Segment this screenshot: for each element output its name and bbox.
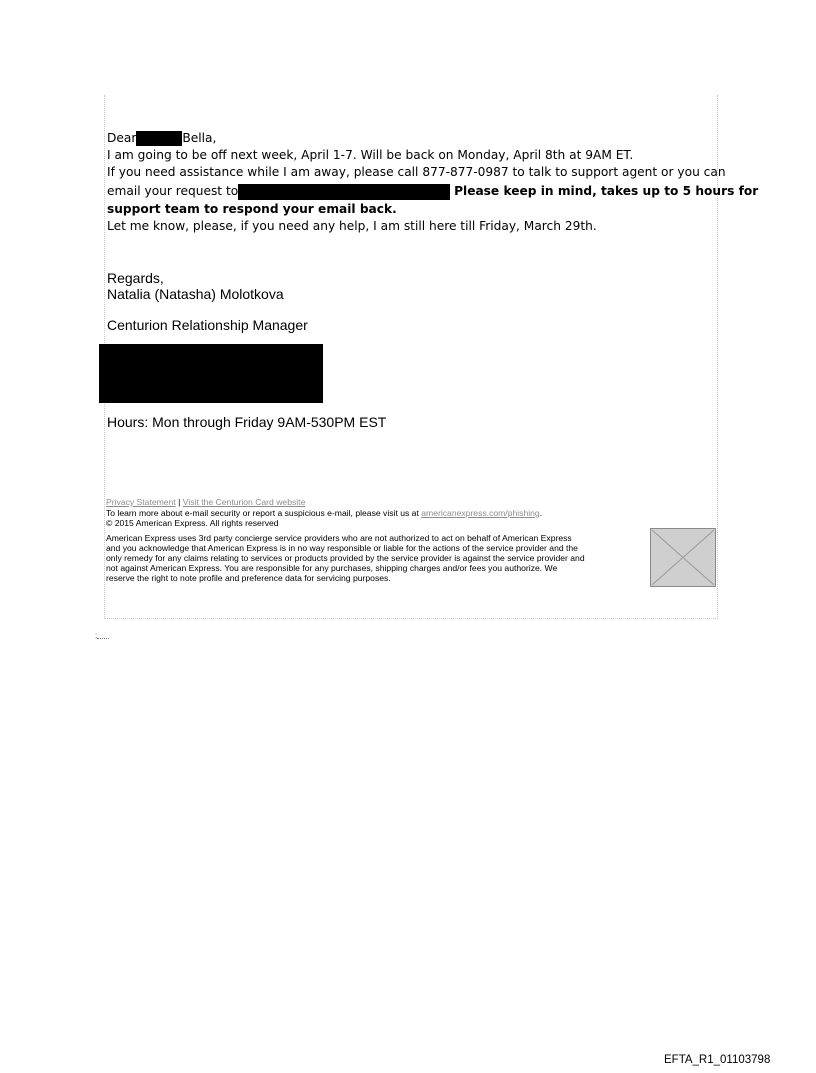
privacy-statement-link[interactable]: Privacy Statement — [106, 497, 176, 507]
body-line-3-pre: email your request to — [107, 184, 239, 198]
security-notice-end: . — [539, 508, 543, 518]
stray-mark: : — [95, 631, 98, 640]
footer-links — [106, 497, 305, 507]
disclaimer-line: American Express uses 3rd party concierge service providers who are not authorized to act on behalf of American Express — [106, 533, 572, 543]
greeting-post: Bella, — [182, 131, 217, 145]
signature-hours: Hours: Mon through Friday 9AM-530PM EST — [107, 414, 387, 430]
body-line-1: I am going to be off next week, April 1-7. Will be back on Monday, April 8th at 9AM ET. — [107, 148, 634, 162]
body-line-5: Let me know, please, if you need any help, I am still here till Friday, March 29th. — [107, 219, 597, 233]
disclaimer-line: reserve the right to note profile and preference data for servicing purposes. — [106, 573, 391, 583]
disclaimer-line: not against American Express. You are responsible for any purchases, shipping charges and/or fees you authorize. We — [106, 563, 558, 573]
document-id: EFTA_R1_01103798 — [664, 1054, 771, 1066]
body-line-2: If you need assistance while I am away, please call 877-877-0987 to talk to support agent or you can — [107, 165, 726, 179]
body-line-3 — [107, 183, 758, 200]
security-notice — [106, 508, 542, 518]
disclaimer-line: only remedy for any claims relating to services or products provided by the service provider is against the service provider and — [106, 553, 585, 563]
centurion-website-link[interactable]: Visit the Centurion Card website — [182, 497, 306, 507]
greeting-line — [107, 130, 216, 147]
stray-underline — [97, 638, 109, 639]
phishing-link[interactable]: americanexpress.com/phishing — [421, 508, 540, 518]
signature-regards: Regards, — [107, 270, 164, 286]
link-separator: | — [178, 497, 181, 507]
disclaimer-line: and you acknowledge that American Express is in no way responsible or liable for the actions of the service provider and the — [106, 543, 578, 553]
greeting-pre: Dear — [107, 131, 137, 145]
redaction-bar — [238, 184, 450, 200]
broken-image-placeholder — [650, 528, 716, 587]
body-line-4: support team to respond your email back. — [107, 202, 397, 216]
signature-title: Centurion Relationship Manager — [107, 317, 308, 333]
copyright-notice: © 2015 American Express. All rights reserved — [106, 518, 279, 528]
signature-name: Natalia (Natasha) Molotkova — [107, 286, 284, 302]
security-notice-text: To learn more about e-mail security or report a suspicious e-mail, please visit us at — [106, 508, 419, 518]
redaction-bar — [136, 131, 182, 146]
body-line-3-bold: Please keep in mind, takes up to 5 hours for — [454, 184, 759, 198]
image-missing-icon — [651, 529, 715, 586]
signature-redaction-block — [99, 344, 323, 403]
